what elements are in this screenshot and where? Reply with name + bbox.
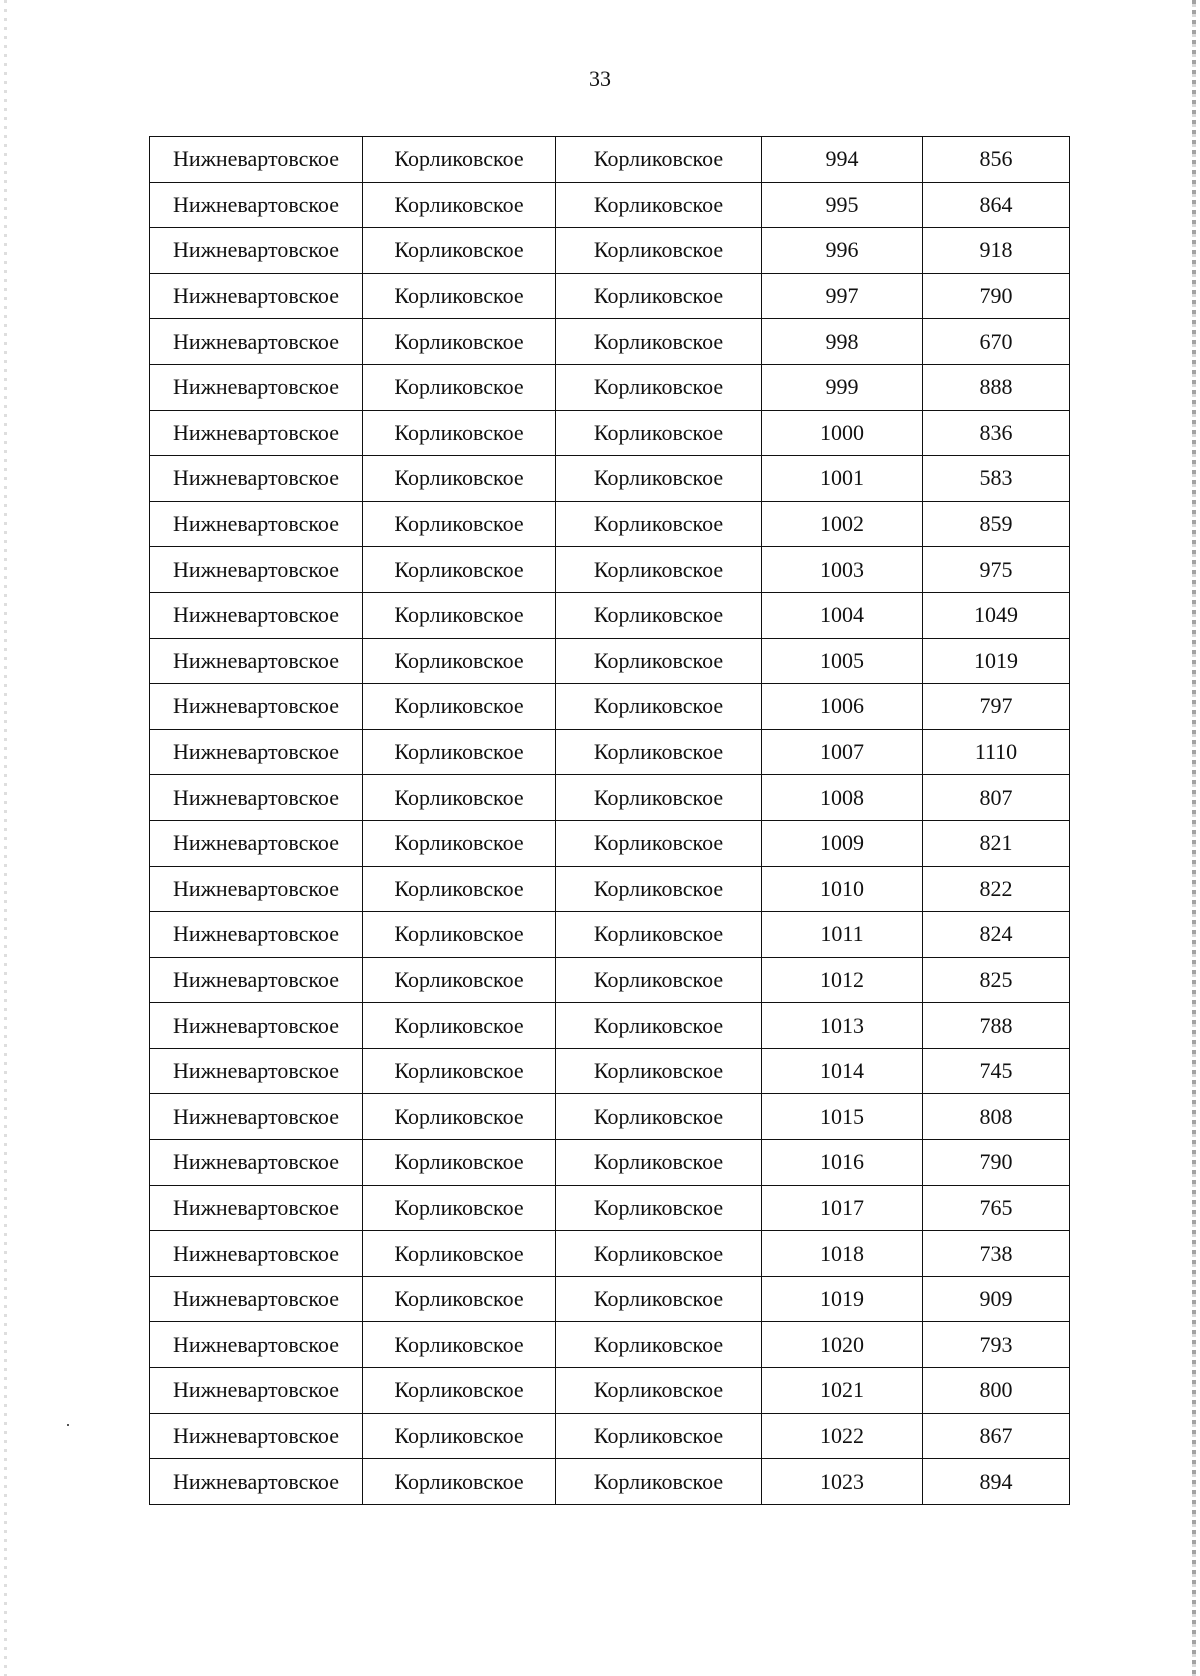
table-cell-col2: Корликовское [363,182,556,228]
table-cell-col4: 1012 [762,957,923,1003]
table-cell-col2: Корликовское [363,1322,556,1368]
table-cell-col1: Нижневартовское [150,1003,363,1049]
table-cell-col1: Нижневартовское [150,410,363,456]
table-cell-col3: Корликовское [556,957,762,1003]
table-row [150,501,1070,547]
table-cell-col3: Корликовское [556,592,762,638]
table-row [150,1003,1070,1049]
table-cell-col5: 745 [923,1048,1070,1094]
table-cell-col1: Нижневартовское [150,1185,363,1231]
table-cell-col2: Корликовское [363,1048,556,1094]
table-cell-col2: Корликовское [363,684,556,730]
page-number: 33 [589,66,611,91]
table-cell-col2: Корликовское [363,729,556,775]
table-cell-col2: Корликовское [363,410,556,456]
table-cell-col5: 824 [923,912,1070,958]
table-row [150,775,1070,821]
scan-edge-left [4,0,7,1676]
table-cell-col4: 1014 [762,1048,923,1094]
table-cell-col4: 997 [762,273,923,319]
table-cell-col3: Корликовское [556,1413,762,1459]
table-cell-col2: Корликовское [363,1185,556,1231]
table-cell-col5: 807 [923,775,1070,821]
table-row [150,182,1070,228]
table-cell-col4: 1013 [762,1003,923,1049]
table-row [150,1140,1070,1186]
table-cell-col5: 797 [923,684,1070,730]
table-row [150,1231,1070,1277]
table-cell-col4: 1000 [762,410,923,456]
table-row [150,1185,1070,1231]
table-cell-col4: 1016 [762,1140,923,1186]
table-cell-col4: 1019 [762,1276,923,1322]
table-cell-col1: Нижневартовское [150,592,363,638]
table-cell-col5: 670 [923,319,1070,365]
table-cell-col4: 1007 [762,729,923,775]
table-cell-col2: Корликовское [363,1003,556,1049]
table-row [150,1413,1070,1459]
table-cell-col1: Нижневартовское [150,273,363,319]
table-cell-col1: Нижневартовское [150,456,363,502]
table-cell-col5: 888 [923,364,1070,410]
table-cell-col5: 864 [923,182,1070,228]
table-row [150,1322,1070,1368]
table-row [150,684,1070,730]
table-cell-col2: Корликовское [363,957,556,1003]
table-cell-col5: 1019 [923,638,1070,684]
table-cell-col1: Нижневартовское [150,1276,363,1322]
table-cell-col3: Корликовское [556,729,762,775]
table-row [150,137,1070,183]
table-cell-col3: Корликовское [556,1459,762,1505]
table-cell-col3: Корликовское [556,1276,762,1322]
table-cell-col5: 825 [923,957,1070,1003]
table-cell-col3: Корликовское [556,684,762,730]
table-row [150,228,1070,274]
table-cell-col5: 765 [923,1185,1070,1231]
table-cell-col2: Корликовское [363,456,556,502]
table-cell-col4: 1022 [762,1413,923,1459]
table-cell-col1: Нижневартовское [150,1459,363,1505]
table-cell-col1: Нижневартовское [150,228,363,274]
table-cell-col2: Корликовское [363,592,556,638]
table-row [150,866,1070,912]
table-cell-col2: Корликовское [363,775,556,821]
table-cell-col5: 1049 [923,592,1070,638]
table-cell-col3: Корликовское [556,912,762,958]
table-cell-col3: Корликовское [556,1231,762,1277]
table-cell-col4: 1015 [762,1094,923,1140]
table-cell-col5: 867 [923,1413,1070,1459]
table-cell-col1: Нижневартовское [150,1322,363,1368]
table-cell-col1: Нижневартовское [150,1368,363,1414]
table-cell-col5: 1110 [923,729,1070,775]
table-cell-col2: Корликовское [363,273,556,319]
table-cell-col2: Корликовское [363,364,556,410]
table-cell-col2: Корликовское [363,912,556,958]
table-cell-col1: Нижневартовское [150,1413,363,1459]
table-cell-col1: Нижневартовское [150,182,363,228]
table-cell-col5: 738 [923,1231,1070,1277]
table-cell-col2: Корликовское [363,1368,556,1414]
table-row [150,364,1070,410]
table-cell-col1: Нижневартовское [150,1048,363,1094]
table-row [150,592,1070,638]
table-cell-col3: Корликовское [556,820,762,866]
table-cell-col5: 793 [923,1322,1070,1368]
table-row [150,957,1070,1003]
table-cell-col1: Нижневартовское [150,319,363,365]
table-cell-col1: Нижневартовское [150,820,363,866]
table-cell-col2: Корликовское [363,228,556,274]
table-cell-col1: Нижневартовское [150,1140,363,1186]
table-cell-col2: Корликовское [363,820,556,866]
table-cell-col4: 1011 [762,912,923,958]
table-cell-col4: 1021 [762,1368,923,1414]
table-cell-col3: Корликовское [556,410,762,456]
table-row [150,456,1070,502]
table-cell-col1: Нижневартовское [150,547,363,593]
table-cell-col2: Корликовское [363,1094,556,1140]
table-cell-col5: 790 [923,1140,1070,1186]
table-cell-col1: Нижневартовское [150,912,363,958]
table-cell-col5: 808 [923,1094,1070,1140]
table-cell-col3: Корликовское [556,1140,762,1186]
table-row [150,273,1070,319]
table-cell-col4: 1001 [762,456,923,502]
table-row [150,319,1070,365]
table-row [150,638,1070,684]
table-cell-col4: 998 [762,319,923,365]
table-row [150,820,1070,866]
table-cell-col5: 859 [923,501,1070,547]
table-cell-col4: 1008 [762,775,923,821]
table-cell-col3: Корликовское [556,1048,762,1094]
table-cell-col3: Корликовское [556,775,762,821]
table-cell-col2: Корликовское [363,1140,556,1186]
table-cell-col2: Корликовское [363,1231,556,1277]
table-cell-col1: Нижневартовское [150,684,363,730]
table-cell-col5: 918 [923,228,1070,274]
table-cell-col5: 821 [923,820,1070,866]
table-cell-col3: Корликовское [556,1094,762,1140]
table-cell-col4: 1017 [762,1185,923,1231]
table-row [150,1276,1070,1322]
data-table [149,136,1070,1505]
table-cell-col2: Корликовское [363,319,556,365]
table-cell-col1: Нижневартовское [150,137,363,183]
table-cell-col3: Корликовское [556,866,762,912]
table-row [150,1459,1070,1505]
table-row [150,1094,1070,1140]
table-cell-col1: Нижневартовское [150,1094,363,1140]
table-cell-col4: 1018 [762,1231,923,1277]
table-cell-col3: Корликовское [556,501,762,547]
table-cell-col3: Корликовское [556,319,762,365]
table-cell-col1: Нижневартовское [150,1231,363,1277]
table-cell-col4: 1005 [762,638,923,684]
scan-edge-right [1192,0,1196,1676]
table-row [150,729,1070,775]
table-cell-col3: Корликовское [556,638,762,684]
table-cell-col2: Корликовское [363,547,556,593]
table-row [150,1048,1070,1094]
table-cell-col4: 1004 [762,592,923,638]
table-row [150,1368,1070,1414]
table-cell-col4: 999 [762,364,923,410]
table-cell-col4: 1020 [762,1322,923,1368]
table-body [150,137,1070,1505]
table-cell-col4: 1006 [762,684,923,730]
table-cell-col3: Корликовское [556,1003,762,1049]
table-cell-col1: Нижневартовское [150,501,363,547]
table-cell-col1: Нижневартовское [150,775,363,821]
table-cell-col4: 1003 [762,547,923,593]
table-cell-col3: Корликовское [556,273,762,319]
table-row [150,912,1070,958]
table-row [150,410,1070,456]
table-cell-col2: Корликовское [363,501,556,547]
table-cell-col3: Корликовское [556,364,762,410]
table-cell-col5: 790 [923,273,1070,319]
table-cell-col1: Нижневартовское [150,957,363,1003]
table-cell-col4: 1010 [762,866,923,912]
table-cell-col2: Корликовское [363,638,556,684]
table-cell-col3: Корликовское [556,228,762,274]
table-cell-col5: 836 [923,410,1070,456]
scan-speck [67,1424,69,1426]
table-cell-col2: Корликовское [363,866,556,912]
table-cell-col2: Корликовское [363,1276,556,1322]
table-cell-col3: Корликовское [556,456,762,502]
table-cell-col4: 1009 [762,820,923,866]
table-cell-col1: Нижневартовское [150,638,363,684]
table-row [150,547,1070,593]
table-cell-col4: 994 [762,137,923,183]
table-cell-col5: 894 [923,1459,1070,1505]
table-cell-col4: 1002 [762,501,923,547]
table-cell-col5: 583 [923,456,1070,502]
table-cell-col3: Корликовское [556,547,762,593]
table-cell-col2: Корликовское [363,1413,556,1459]
table-cell-col5: 800 [923,1368,1070,1414]
table-cell-col5: 856 [923,137,1070,183]
table-cell-col5: 909 [923,1276,1070,1322]
table-cell-col4: 996 [762,228,923,274]
table-cell-col4: 995 [762,182,923,228]
table-cell-col1: Нижневартовское [150,866,363,912]
table-cell-col3: Корликовское [556,137,762,183]
table-cell-col1: Нижневартовское [150,364,363,410]
table-cell-col3: Корликовское [556,182,762,228]
table-cell-col2: Корликовское [363,1459,556,1505]
table-cell-col3: Корликовское [556,1368,762,1414]
table-cell-col5: 822 [923,866,1070,912]
table-cell-col4: 1023 [762,1459,923,1505]
table-cell-col5: 975 [923,547,1070,593]
table-cell-col5: 788 [923,1003,1070,1049]
table-cell-col3: Корликовское [556,1322,762,1368]
table-cell-col2: Корликовское [363,137,556,183]
table-cell-col1: Нижневартовское [150,729,363,775]
table-cell-col3: Корликовское [556,1185,762,1231]
